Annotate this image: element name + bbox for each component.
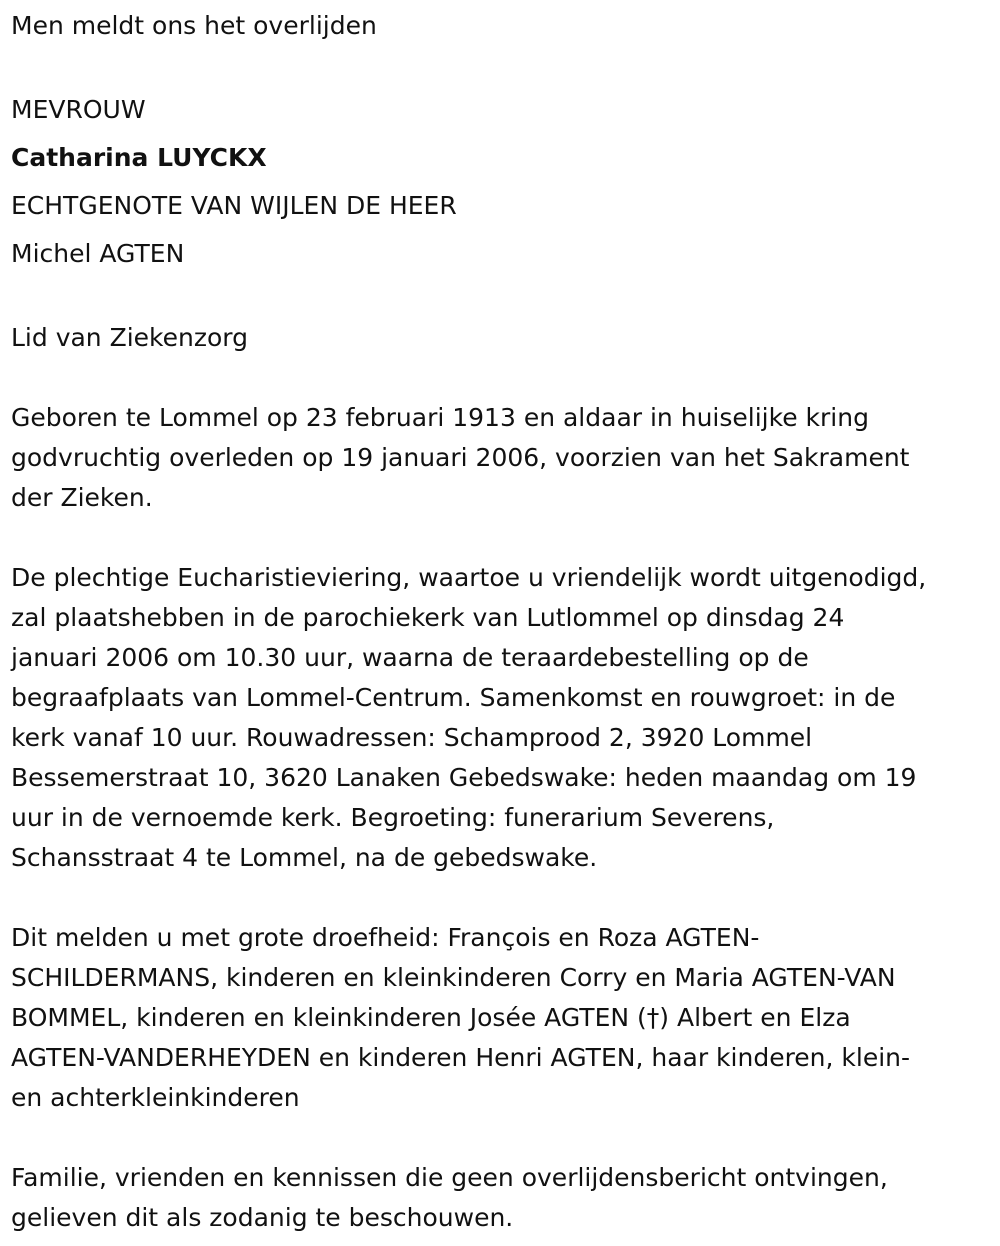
family-paragraph (11, 918, 1000, 1118)
ceremony-paragraph (11, 558, 1000, 878)
paragraph-line: De plechtige Eucharistieviering, waartoe u vriendelijk wordt uitgenodigd, (11, 563, 927, 592)
paragraph-line: zal plaatshebben in de parochiekerk van Lutlommel op dinsdag 24 (11, 603, 845, 632)
membership-line: Lid van Ziekenzorg (11, 323, 248, 352)
paragraph-line: Schansstraat 4 te Lommel, na de gebedswake. (11, 843, 598, 872)
paragraph-line: gelieven dit als zodanig te beschouwen. (11, 1203, 514, 1232)
spacer (11, 878, 1000, 918)
deceased-name: Catharina LUYCKX (11, 143, 267, 172)
paragraph-line: SCHILDERMANS, kinderen en kleinkinderen Corry en Maria AGTEN-VAN (11, 963, 896, 992)
intro-line: Men meldt ons het overlijden (11, 11, 377, 40)
spacer (11, 46, 1000, 86)
title-line: MEVROUW (11, 95, 146, 124)
paragraph-line: Familie, vrienden en kennissen die geen overlijdensbericht ontvingen, (11, 1163, 888, 1192)
paragraph-line: godvruchtig overleden op 19 januari 2006, voorzien van het Sakrament (11, 443, 910, 472)
paragraph-line: kerk vanaf 10 uur. Rouwadressen: Schamprood 2, 3920 Lommel (11, 723, 813, 752)
name-block (11, 86, 1000, 278)
paragraph-line: AGTEN-VANDERHEYDEN en kinderen Henri AGTEN, haar kinderen, klein- (11, 1043, 911, 1072)
paragraph-line: BOMMEL, kinderen en kleinkinderen Josée AGTEN (†) Albert en Elza (11, 1003, 851, 1032)
paragraph-line: begraafplaats van Lommel-Centrum. Samenkomst en rouwgroet: in de (11, 683, 896, 712)
paragraph-line: uur in de vernoemde kerk. Begroeting: funerarium Severens, (11, 803, 775, 832)
paragraph-line: januari 2006 om 10.30 uur, waarna de teraardebestelling op de (11, 643, 809, 672)
relation-line: ECHTGENOTE VAN WIJLEN DE HEER (11, 191, 457, 220)
membership-text (11, 318, 1000, 358)
spacer (11, 1118, 1000, 1158)
intro-text (11, 6, 1000, 46)
spacer (11, 518, 1000, 558)
paragraph-line: Geboren te Lommel op 23 februari 1913 en aldaar in huiselijke kring (11, 403, 869, 432)
paragraph-line: Dit melden u met grote droefheid: François en Roza AGTEN- (11, 923, 760, 952)
spacer (11, 278, 1000, 318)
spacer (11, 358, 1000, 398)
paragraph-line: der Zieken. (11, 483, 153, 512)
spouse-name: Michel AGTEN (11, 239, 185, 268)
paragraph-line: en achterkleinkinderen (11, 1083, 300, 1112)
paragraph-line: Bessemerstraat 10, 3620 Lanaken Gebedswake: heden maandag om 19 (11, 763, 917, 792)
closing-paragraph (11, 1158, 1000, 1238)
birth-death-paragraph (11, 398, 1000, 518)
